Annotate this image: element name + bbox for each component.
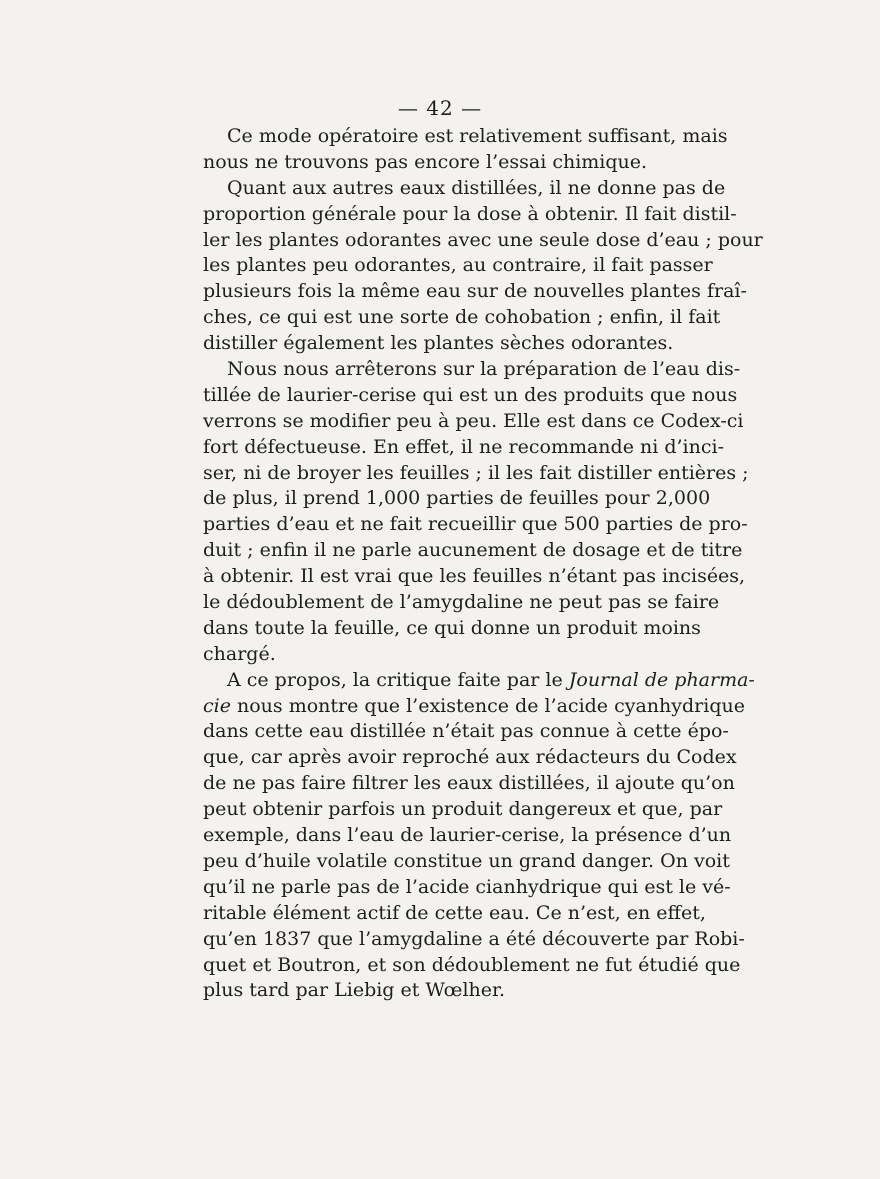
- text-line: qu’il ne parle pas de l’acide cianhydrique qui est le vé-: [203, 875, 731, 898]
- text-run: A ce propos, la critique faite par le: [227, 668, 569, 691]
- text-line: de ne pas faire filtrer les eaux distillées, il ajoute qu’on: [203, 772, 735, 795]
- text-line: le dédoublement de l’amygdaline ne peut pas se faire: [203, 591, 720, 614]
- text-line: fort défectueuse. En effet, il ne recommande ni d’inci-: [203, 435, 724, 458]
- text-line: duit ; enfin il ne parle aucunement de dosage et de titre: [203, 539, 743, 562]
- text-line: dans toute la feuille, ce qui donne un produit moins: [203, 616, 701, 639]
- page-number: — 42 —: [397, 96, 483, 120]
- text-line: distiller également les plantes sèches odorantes.: [203, 332, 674, 355]
- text-line: parties d’eau et ne fait recueillir que 500 parties de pro-: [203, 513, 748, 536]
- text-line: qu’en 1837 que l’amygdaline a été découverte par Robi-: [203, 927, 745, 950]
- text-line: ser, ni de broyer les feuilles ; il les fait distiller entières ;: [203, 461, 749, 484]
- text-line: de plus, il prend 1,000 parties de feuilles pour 2,000: [203, 487, 711, 510]
- text-line: ches, ce qui est une sorte de cohobation ; enfin, il fait: [203, 306, 721, 329]
- text-line: Quant aux autres eaux distillées, il ne donne pas de: [227, 176, 726, 199]
- journal-title: cie: [203, 694, 231, 717]
- text-line: ler les plantes odorantes avec une seule dose d’eau ; pour: [203, 228, 763, 251]
- text-line: quet et Boutron, et son dédoublement ne fut étudié que: [203, 953, 741, 976]
- text-line: à obtenir. Il est vrai que les feuilles n’étant pas incisées,: [203, 565, 746, 588]
- body-text: [203, 124, 763, 1004]
- text-line: que, car après avoir reproché aux rédacteurs du Codex: [203, 746, 737, 769]
- text-line: [203, 694, 745, 720]
- text-line: ritable élément actif de cette eau. Ce n’est, en effet,: [203, 901, 706, 924]
- journal-title: Journal de pharma-: [568, 668, 755, 691]
- text-run: nous montre que l’existence de l’acide cyanhydrique: [230, 694, 745, 717]
- text-line: plusieurs fois la même eau sur de nouvelles plantes fraî-: [203, 280, 747, 303]
- text-line: les plantes peu odorantes, au contraire, il fait passer: [203, 254, 713, 277]
- text-line: plus tard par Liebig et Wœlher.: [203, 979, 506, 1002]
- text-line: Ce mode opératoire est relativement suffisant, mais: [227, 125, 728, 147]
- text-line: peut obtenir parfois un produit dangereux et que, par: [203, 798, 723, 821]
- text-line: peu d’huile volatile constitue un grand danger. On voit: [203, 849, 730, 872]
- text-line: Nous nous arrêterons sur la préparation de l’eau dis-: [227, 358, 741, 381]
- text-line: chargé.: [203, 642, 276, 665]
- text-line: [203, 668, 755, 694]
- text-line: verrons se modifier peu à peu. Elle est dans ce Codex-ci: [203, 409, 744, 432]
- text-line: proportion générale pour la dose à obtenir. Il fait distil-: [203, 202, 737, 225]
- text-line: tillée de laurier-cerise qui est un des produits que nous: [203, 383, 738, 406]
- text-line: exemple, dans l’eau de laurier-cerise, la présence d’un: [203, 824, 732, 847]
- text-line: dans cette eau distillée n’était pas connue à cette épo-: [203, 720, 729, 743]
- text-line: nous ne trouvons pas encore l’essai chimique.: [203, 150, 648, 173]
